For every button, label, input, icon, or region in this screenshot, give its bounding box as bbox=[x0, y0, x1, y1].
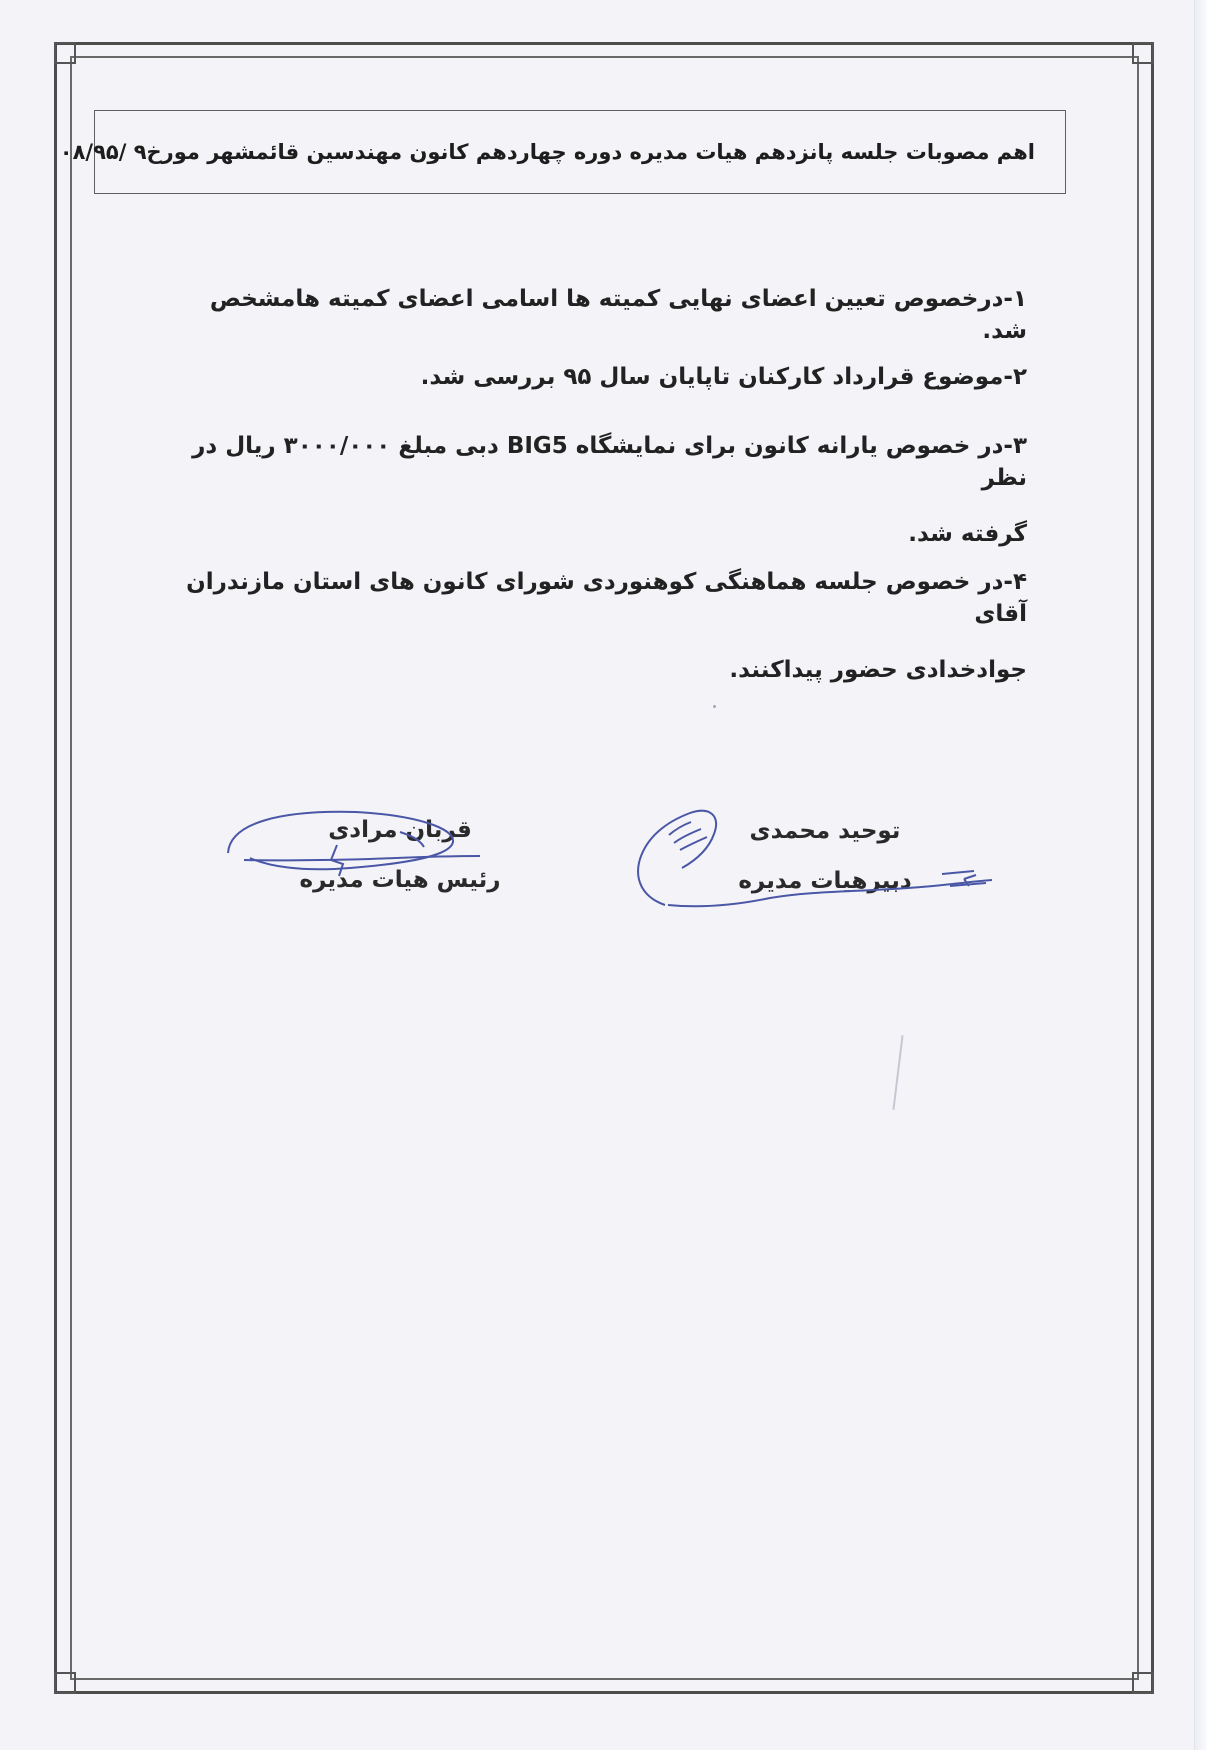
approval-item-4-line-2: جوادخدادی حضور پیداکنند. bbox=[729, 657, 1027, 684]
approval-item-3-line-2: گرفته شد. bbox=[908, 521, 1027, 548]
border-corner-top-left bbox=[54, 42, 76, 64]
chairman-signature-icon bbox=[210, 798, 500, 888]
border-corner-top-right bbox=[1132, 42, 1154, 64]
paper-edge bbox=[1194, 0, 1207, 1750]
approval-item-1 bbox=[167, 283, 1027, 347]
approval-item-3-latin: BIG5 bbox=[506, 433, 568, 459]
secretary-name: توحید محمدی bbox=[749, 818, 901, 844]
approval-item-1-text: ۱-درخصوص تعیین اعضای نهایی کمیته ها اسامی اعضای کمیته هامشخص شد. bbox=[209, 286, 1027, 345]
title-box bbox=[59, 110, 1066, 194]
approval-item-2 bbox=[167, 361, 1027, 393]
approval-item-2-text: ۲-موضوع قرارداد کارکنان تاپایان سال ۹۵ بررسی شد. bbox=[420, 364, 1027, 390]
document-title: اهم مصوبات جلسه پانزدهم هیات مدیره دوره چهاردهم کانون مهندسین قائمشهر مورخ۹ /۰۸/۹۵ bbox=[59, 140, 1035, 164]
approval-item-3-prefix: ۳-در خصوص یارانه کانون برای نمایشگاه bbox=[567, 433, 1027, 459]
chairman-title: رئیس هیات مدیره bbox=[299, 867, 501, 893]
approval-item-3-suffix: دبی مبلغ ۳۰۰۰/۰۰۰ ریال در نظر bbox=[192, 433, 1027, 492]
paper-speck bbox=[713, 705, 716, 708]
border-corner-bottom-left bbox=[54, 1672, 76, 1694]
secretary-title: دبیرهیات مدیره bbox=[738, 868, 912, 894]
approval-item-4 bbox=[167, 566, 1027, 687]
border-corner-bottom-right bbox=[1132, 1672, 1154, 1694]
approval-item-4-line-1: ۴-در خصوص جلسه هماهنگی کوهنوردی شورای کانون های استان مازندران آقای bbox=[186, 569, 1027, 628]
approval-item-3 bbox=[167, 430, 1027, 551]
secretary-signature-icon bbox=[632, 800, 1027, 920]
chairman-name: قربان مرادی bbox=[328, 817, 472, 843]
